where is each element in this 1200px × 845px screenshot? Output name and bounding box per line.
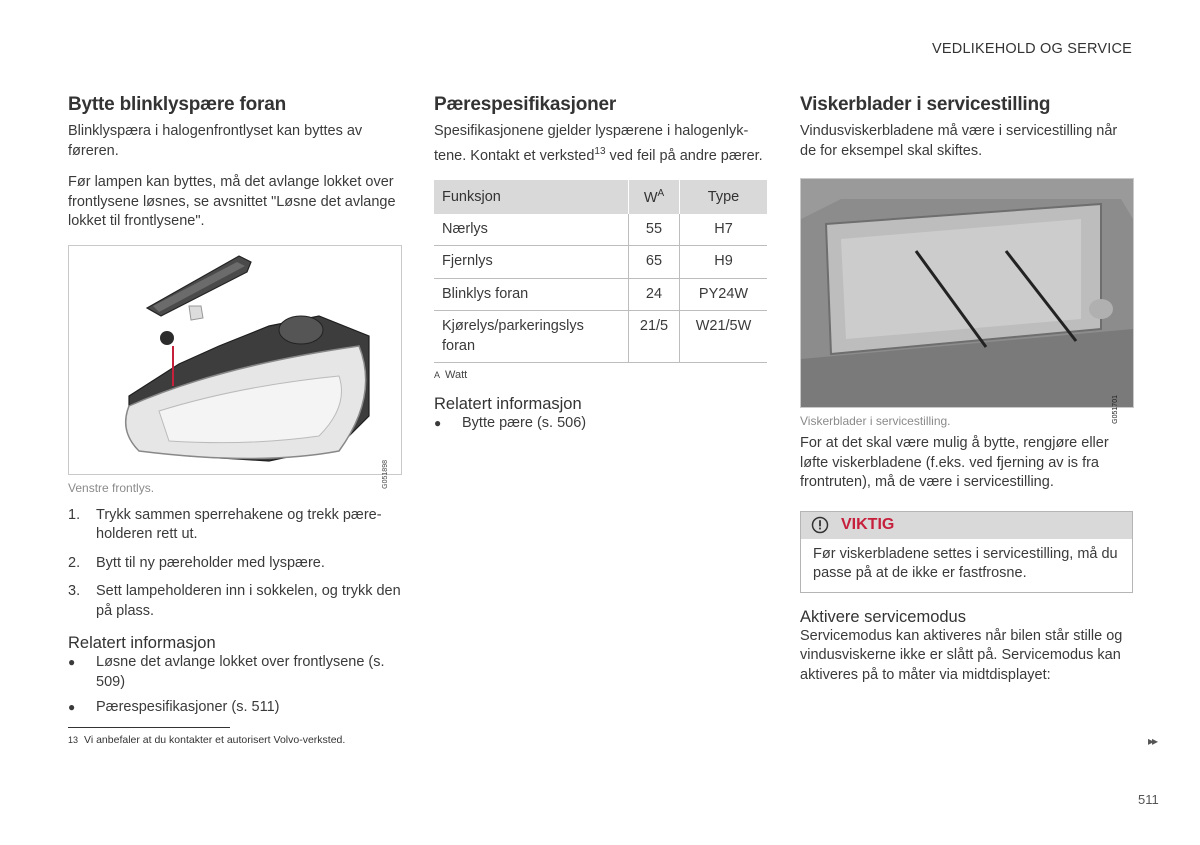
footnote: 13 Vi anbefaler at du kontakter et autorisert Volvo-verksted.	[68, 734, 346, 746]
table-row: Fjernlys 65 H9	[434, 246, 767, 279]
related-link[interactable]: ● Løsne det avlange lokket over frontlysene (s. 509)	[68, 654, 385, 690]
table-row: Kjørelys/parkeringslys foran 21/5 W21/5W	[434, 311, 767, 363]
column-bulb-specs	[434, 94, 767, 440]
warning-icon	[811, 516, 829, 534]
list-item: 3. Sett lampeholderen inn i sokkelen, og trykk den på plass.	[68, 583, 401, 619]
table-row: Nærlys 55 H7	[434, 214, 767, 246]
body-text: For at det skal være mulig å bytte, rengjøre eller løfte viskerbladene (f.eks. ved fjerning av is fra frontruten), må de være i servicestilling.	[800, 435, 1109, 490]
figure-code: G051898	[382, 459, 389, 489]
related-list	[434, 414, 767, 434]
section-header: VEDLIKEHOLD OG SERVICE	[932, 41, 1132, 57]
headlight-drawing	[69, 246, 401, 474]
subheading-aktivere-servicemodus: Aktivere servicemodus	[800, 607, 966, 626]
steps-list	[68, 506, 402, 622]
body-text: Servicemodus kan aktiveres når bilen står stille og vindusviskerne ikke er slått på. Servicemodus kan aktiveres på to måter via midtdisplayet:	[800, 627, 1123, 683]
list-item: 1. Trykk sammen sperrehakene og trekk pære-holderen rett ut.	[68, 506, 382, 542]
related-link[interactable]: ● Bytte pære (s. 506)	[434, 415, 587, 432]
bulb-spec-table	[434, 180, 767, 364]
related-link[interactable]: ● Pærespesifikasjoner (s. 511)	[68, 699, 280, 715]
windscreen-drawing	[801, 179, 1133, 407]
related-list	[68, 653, 402, 718]
next-page-icon[interactable]: ▸▸	[1148, 734, 1157, 748]
body-text: Før lampen kan byttes, må det avlange lokket over frontlysene løsnes, se avsnittet "Løsne det avlange lokket til frontlysene".	[68, 174, 396, 229]
related-heading: Relatert informasjon	[434, 395, 582, 414]
table-row: Blinklys foran 24 PY24W	[434, 278, 767, 311]
footnote-divider	[68, 727, 230, 728]
col-header-funksjon: Funksjon	[434, 180, 629, 214]
warning-header	[801, 512, 1132, 539]
warning-text: Før viskerbladene settes i servicestilling, må du passe på at de ikke er fastfrosne.	[813, 545, 1118, 581]
column-bulb-replace	[68, 94, 402, 724]
figure-caption: Viskerblader i servicestilling.	[800, 414, 951, 428]
related-heading: Relatert informasjon	[68, 634, 216, 652]
page-number: 511	[1138, 792, 1159, 807]
warning-box	[800, 511, 1133, 593]
intro-text: Blinklyspæra i halogenfrontlyset kan byttes av føreren.	[68, 123, 363, 159]
table-footnote: A Watt	[434, 369, 468, 382]
heading-paerespesifikasjoner: Pærespesifikasjoner	[434, 94, 617, 115]
figure-code: G051701	[1112, 395, 1119, 424]
heading-viskerblader: Viskerblader i servicestilling	[800, 94, 1051, 115]
list-item: 2. Bytt til ny pæreholder med lyspære.	[68, 554, 325, 571]
intro-text: Spesifikasjonene gjelder lyspærene i halogenlyk-tene. Kontakt et verksted$^{13}$ ved feil på andre pærer.	[434, 123, 763, 164]
warning-title: VIKTIG	[841, 516, 895, 533]
heading-bytte-blinklyspaere: Bytte blinklyspære foran	[68, 94, 286, 115]
footnote-ref: 13	[594, 145, 606, 157]
intro-text: Vindusviskerbladene må være i servicestilling når de for eksempel skal skiftes.	[800, 123, 1118, 159]
col-header-w: $W^A$	[629, 180, 680, 214]
col-header-type: Type	[680, 180, 768, 214]
column-wiper-service	[800, 94, 1133, 685]
figure-caption: Venstre frontlys.	[68, 480, 155, 495]
table-header-row	[434, 180, 767, 214]
